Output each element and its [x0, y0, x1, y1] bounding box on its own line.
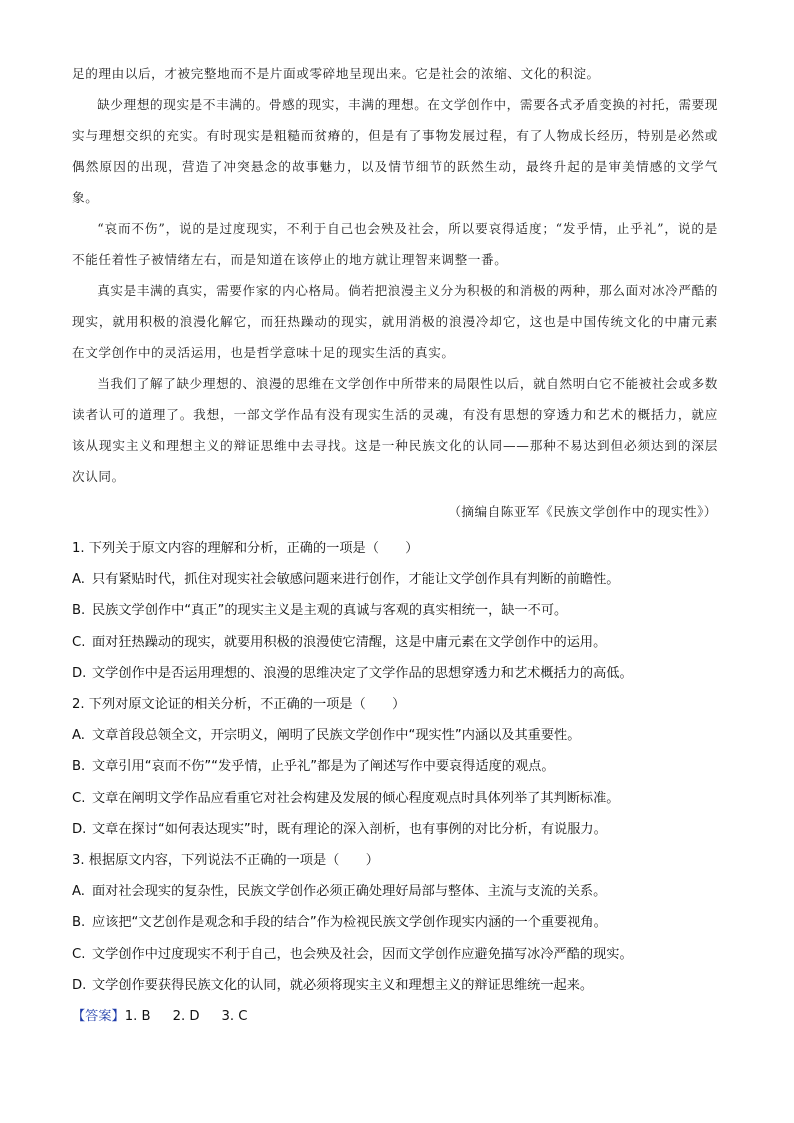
- question-2-option-b[interactable]: [72, 751, 722, 782]
- question-1-stem: 1. 下列关于原文内容的理解和分析，正确的一项是（ ）: [72, 541, 419, 556]
- option-text: 民族文学创作中“真正”的现实主义是主观的真诚与客观的真实相统一，缺一不可。: [92, 603, 568, 619]
- question-1-option-c[interactable]: [72, 627, 722, 658]
- option-text: 面对狂热躁动的现实，就要用积极的浪漫使它清醒，这是中庸元素在文学创作中的运用。: [92, 634, 607, 650]
- option-letter: C.: [72, 634, 86, 650]
- option-letter: A.: [72, 728, 85, 744]
- question-1-option-d[interactable]: [72, 658, 722, 689]
- option-letter: B.: [72, 759, 86, 775]
- option-letter: C.: [72, 946, 86, 962]
- option-letter: B.: [72, 603, 86, 619]
- option-text: 文章引用“哀而不伤”“发乎情，止乎礼”都是为了阐述写作中要哀得适度的观点。: [92, 759, 555, 775]
- option-text: 只有紧贴时代，抓住对现实社会敏感问题来进行创作，才能让文学创作具有判断的前瞻性。: [92, 572, 620, 588]
- option-text: 应该把“文艺创作是观念和手段的结合”作为检视民族文学创作现实内涵的一个重要视角。: [92, 915, 607, 931]
- passage-paragraph-1: 足的理由以后，才被完整地而不是片面或零碎地呈现出来。它是社会的浓缩、文化的积淀。: [72, 66, 600, 81]
- question-2-option-a[interactable]: [72, 720, 722, 751]
- answer-label: 【答案】: [72, 1009, 125, 1025]
- question-3-stem: 3. 根据原文内容，下列说法不正确的一项是（ ）: [72, 853, 379, 869]
- option-letter: B.: [72, 915, 86, 931]
- option-text: 文学创作要获得民族文化的认同，就必须将现实主义和理想主义的辩证思维统一起来。: [92, 977, 594, 993]
- question-1-option-a[interactable]: [72, 564, 722, 595]
- option-text: 面对社会现实的复杂性，民族文学创作必须正确处理好局部与整体、主流与支流的关系。: [92, 884, 607, 900]
- option-text: 文章首段总领全文，开宗明义，阐明了民族文学创作中“现实性”内涵以及其重要性。: [92, 728, 581, 744]
- passage-paragraph-2: 缺少理想的现实是不丰满的。骨感的现实，丰满的理想。在文学创作中，需要各式矛盾变换的衬托，需要现实与理想交织的充实。有时现实是粗糙而贫瘠的，但是有了事物发展过程，有了人物成长经历，特别是必然或偶然原因的出现，营造了冲突悬念的故事魅力，以及情节细节的跃然生动，最终升起的是审美情感的文学气象。: [72, 97, 718, 205]
- option-letter: D.: [72, 821, 87, 837]
- option-text: 文章在探讨“如何表达现实”时，既有理论的深入剖析，也有事例的对比分析，有说服力。: [92, 821, 607, 837]
- option-letter: D.: [72, 665, 87, 681]
- reading-passage: [72, 58, 718, 492]
- passage-source: （摘编自陈亚军《民族文学创作中的现实性》）: [448, 504, 717, 519]
- question-3-option-b[interactable]: [72, 907, 722, 938]
- option-letter: C.: [72, 790, 86, 806]
- question-3-option-c[interactable]: [72, 939, 722, 970]
- answer-line: [72, 1001, 722, 1032]
- passage-paragraph-5: 当我们了解了缺少理想的、浪漫的思维在文学创作中所带来的局限性以后，就自然明白它不能被社会或多数读者认可的道理了。我想，一部文学作品有没有现实生活的灵魂，有没有思想的穿透力和艺术的概括力，就应该从现实主义和理想主义的辩证思维中去寻找。这是一种民族文化的认同——那种不易达到但必须达到的深层次认同。: [72, 376, 718, 484]
- question-3-option-a[interactable]: [72, 876, 722, 907]
- passage-paragraph-4: 真实是丰满的真实，需要作家的内心格局。倘若把浪漫主义分为积极的和消极的两种，那么面对冰冷严酷的现实，就用积极的浪漫化解它，而狂热躁动的现实，就用消极的浪漫冷却它，这也是中国传统文化的中庸元素在文学创作中的灵活运用，也是哲学意味十足的现实生活的真实。: [72, 283, 718, 360]
- answer-item-3: 3. C: [221, 1009, 248, 1025]
- question-list: [72, 533, 722, 1032]
- option-letter: A.: [72, 572, 85, 588]
- answer-item-2: 2. D: [172, 1009, 200, 1025]
- question-2-stem: 2. 下列对原文论证的相关分析，不正确的一项是（ ）: [72, 697, 406, 713]
- passage-paragraph-3: “哀而不伤”，说的是过度现实，不利于自己也会殃及社会，所以要哀得适度；“发乎情，止乎礼”，说的是不能任着性子被情绪左右，而是知道在该停止的地方就让理智来调整一番。: [72, 221, 718, 267]
- question-2-option-c[interactable]: [72, 783, 722, 814]
- option-text: 文章在阐明文学作品应看重它对社会构建及发展的倾心程度观点时具体列举了其判断标准。: [92, 790, 620, 806]
- question-3-option-d[interactable]: [72, 970, 722, 1001]
- option-letter: A.: [72, 884, 85, 900]
- question-2-option-d[interactable]: [72, 814, 722, 845]
- answer-item-1: 1. B: [124, 1009, 151, 1025]
- question-1-option-b[interactable]: [72, 595, 722, 626]
- option-letter: D.: [72, 977, 87, 993]
- option-text: 文学创作中是否运用理想的、浪漫的思维决定了文学作品的思想穿透力和艺术概括力的高低。: [92, 665, 633, 681]
- option-text: 文学创作中过度现实不利于自己，也会殃及社会，因而文学创作应避免描写冰冷严酷的现实。: [92, 946, 633, 962]
